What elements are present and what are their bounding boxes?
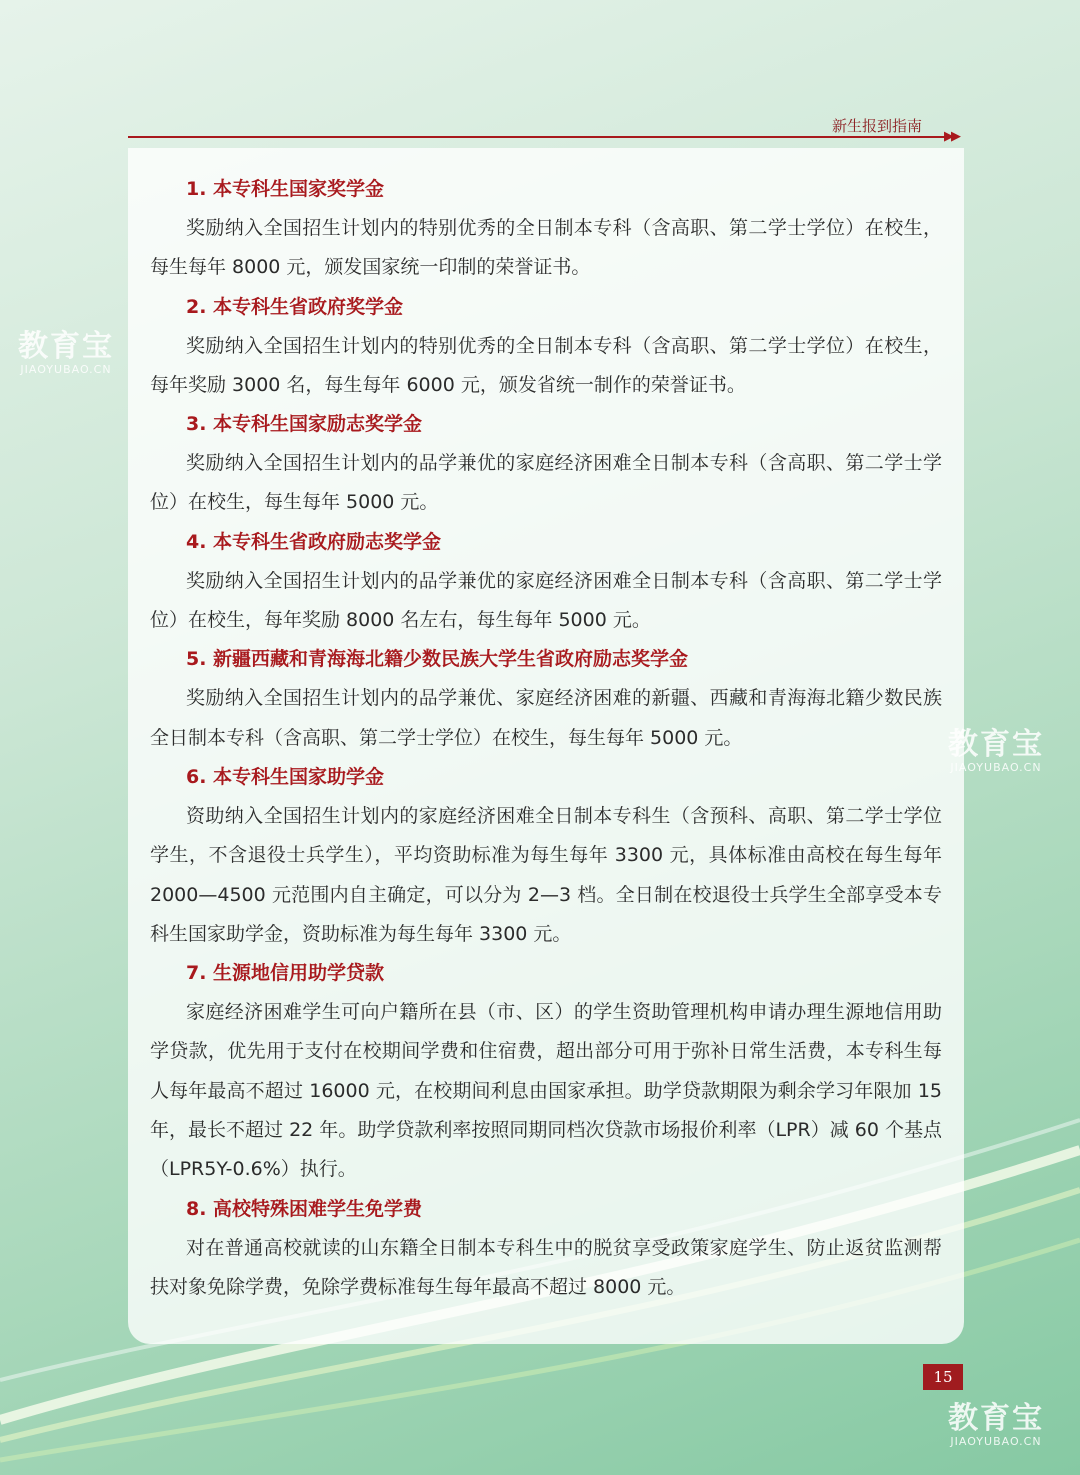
section-heading: 2. 本专科生省政府奖学金 — [186, 295, 404, 318]
section-body: 对在普通高校就读的山东籍全日制本专科生中的脱贫享受政策家庭学生、防止返贫监测帮扶对象免除学费，免除学费标准每生每年最高不超过 8000 元。 — [150, 1236, 942, 1298]
watermark-logo-text: 教育宝 — [18, 329, 114, 364]
section-heading: 5. 新疆西藏和青海海北籍少数民族大学生省政府励志奖学金 — [186, 648, 689, 671]
watermark-url: JIAOYUBAO.CN — [950, 761, 1042, 774]
section-body: 奖励纳入全国招生计划内的特别优秀的全日制本专科（含高职、第二学士学位）在校生，每年奖励 3000 名，每生每年 6000 元，颁发省统一制作的荣誉证书。 — [150, 334, 942, 396]
section-8 — [150, 1190, 942, 1308]
watermark-url: JIAOYUBAO.CN — [20, 363, 112, 376]
section-heading: 3. 本专科生国家励志奖学金 — [186, 413, 423, 436]
watermark-right — [948, 728, 1044, 774]
header-title: 新生报到指南 — [832, 117, 923, 135]
watermark-logo-text: 教育宝 — [948, 727, 1044, 762]
section-body: 奖励纳入全国招生计划内的品学兼优的家庭经济困难全日制本专科（含高职、第二学士学位）在校生，每生每年 5000 元。 — [150, 452, 942, 514]
section-body: 奖励纳入全国招生计划内的品学兼优、家庭经济困难的新疆、西藏和青海海北籍少数民族全日制本专科（含高职、第二学士学位）在校生，每生每年 5000 元。 — [150, 687, 942, 749]
section-2 — [150, 288, 942, 406]
section-6 — [150, 758, 942, 954]
section-heading: 4. 本专科生省政府励志奖学金 — [186, 530, 442, 553]
section-heading: 1. 本专科生国家奖学金 — [186, 178, 385, 200]
section-1 — [150, 170, 942, 288]
watermark-left — [18, 330, 114, 376]
section-body: 奖励纳入全国招生计划内的特别优秀的全日制本专科（含高职、第二学士学位）在校生，每生每年 8000 元，颁发国家统一印制的荣誉证书。 — [150, 217, 942, 279]
section-body: 家庭经济困难学生可向户籍所在县（市、区）的学生资助管理机构申请办理生源地信用助学贷款，优先用于支付在校期间学费和住宿费，超出部分可用于弥补日常生活费，本专科生每人每年最高不超过 16000 元，在校期间利息由国家承担。助学贷款期限为剩余学习年限加 15 年，最长不超过 22 年。助学贷款利率按照同期同档次贷款市场报价利率（LPR）减 60 个基点（LPR5Y-0.6%）执行。 — [150, 1001, 942, 1181]
section-heading: 8. 高校特殊困难学生免学费 — [186, 1197, 423, 1220]
page-number: 15 — [923, 1364, 963, 1390]
section-body: 奖励纳入全国招生计划内的品学兼优的家庭经济困难全日制本专科（含高职、第二学士学位）在校生，每年奖励 8000 名左右，每生每年 5000 元。 — [150, 569, 942, 632]
section-4 — [150, 523, 942, 641]
section-3 — [150, 405, 942, 523]
section-heading: 6. 本专科生国家助学金 — [186, 765, 385, 788]
watermark-bottom — [948, 1402, 1044, 1448]
watermark-logo-text: 教育宝 — [948, 1401, 1044, 1436]
watermark-url: JIAOYUBAO.CN — [950, 1435, 1042, 1448]
header-rule — [128, 136, 948, 138]
section-5 — [150, 640, 942, 758]
document-content — [150, 170, 942, 1307]
section-7 — [150, 954, 942, 1189]
section-heading: 7. 生源地信用助学贷款 — [186, 962, 385, 985]
header-arrows-icon: ▶▶ — [944, 129, 958, 144]
section-body: 资助纳入全国招生计划内的家庭经济困难全日制本专科生（含预科、高职、第二学士学位学生，不含退役士兵学生），平均资助标准为每生每年 3300 元，具体标准由高校在每生每年 2000—4500 元范围内自主确定，可以分为 2—3 档。全日制在校退役士兵学生全部享受本专科生国家助学金，资助标准为每生每年 3300 元。 — [150, 804, 942, 945]
